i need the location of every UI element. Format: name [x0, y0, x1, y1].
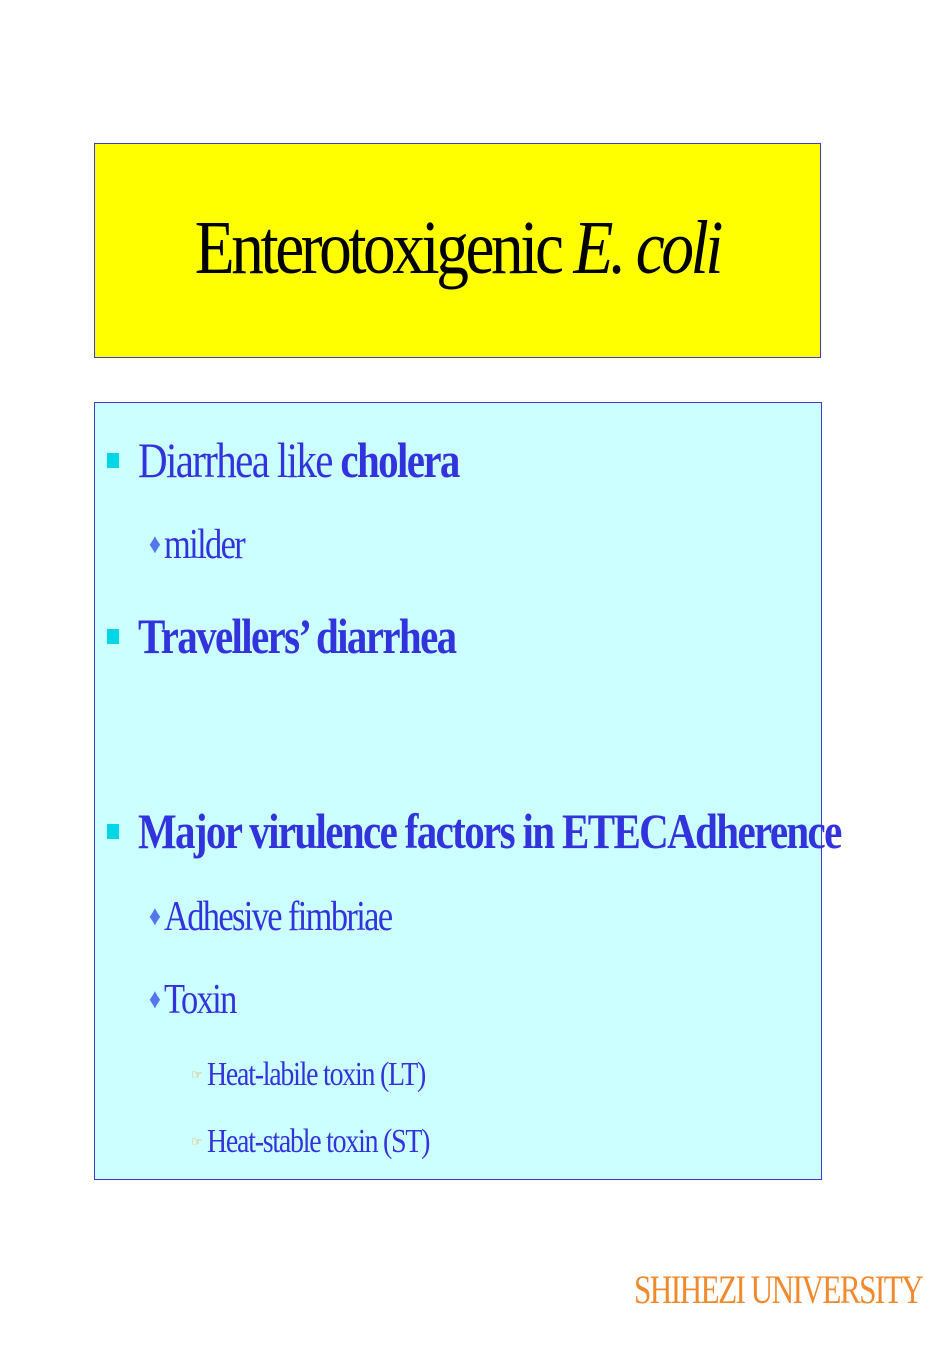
square-bullet-icon [107, 629, 119, 644]
bullet-2-text: milder [164, 522, 245, 568]
bullet-item-2 [148, 521, 262, 569]
bullet-item-3 [107, 607, 525, 665]
footer-institution: SHIHEZI UNIVERSITY [634, 1267, 923, 1312]
slide-title [195, 205, 720, 292]
title-italic-text: E. coli [573, 206, 721, 290]
bullet-3-bold: Travellers’ diarrhea [138, 608, 456, 664]
bullet-item-7 [191, 1056, 473, 1094]
diamond-bullet-icon: ♦ [148, 901, 160, 932]
bullet-1-plain: Diarrhea like [138, 432, 341, 488]
bullet-4-bold: Major virulence factors in ETECAdherence [138, 803, 841, 859]
bullet-6-text: Toxin [164, 977, 236, 1023]
bullet-item-6 [148, 976, 252, 1024]
bullet-1-bold: cholera [340, 432, 459, 488]
bullet-item-5 [148, 893, 442, 941]
bullet-item-8 [191, 1123, 478, 1161]
square-bullet-icon [107, 453, 119, 468]
diamond-bullet-icon: ♦ [148, 529, 160, 560]
diamond-bullet-icon: ♦ [148, 984, 160, 1015]
content-box [94, 402, 841, 1180]
bullet-item-4 [107, 802, 952, 860]
bullet-item-1 [107, 431, 529, 489]
title-main-text: Enterotoxigenic [194, 206, 574, 290]
title-box [94, 143, 821, 358]
square-bullet-icon [107, 824, 119, 839]
pointing-hand-icon: ☞ [191, 1134, 202, 1149]
pointing-hand-icon: ☞ [191, 1067, 202, 1082]
bullet-8-text: Heat-stable toxin (ST) [207, 1123, 430, 1160]
bullet-7-text: Heat-labile toxin (LT) [207, 1056, 426, 1093]
bullet-5-text: Adhesive fimbriae [164, 894, 392, 940]
